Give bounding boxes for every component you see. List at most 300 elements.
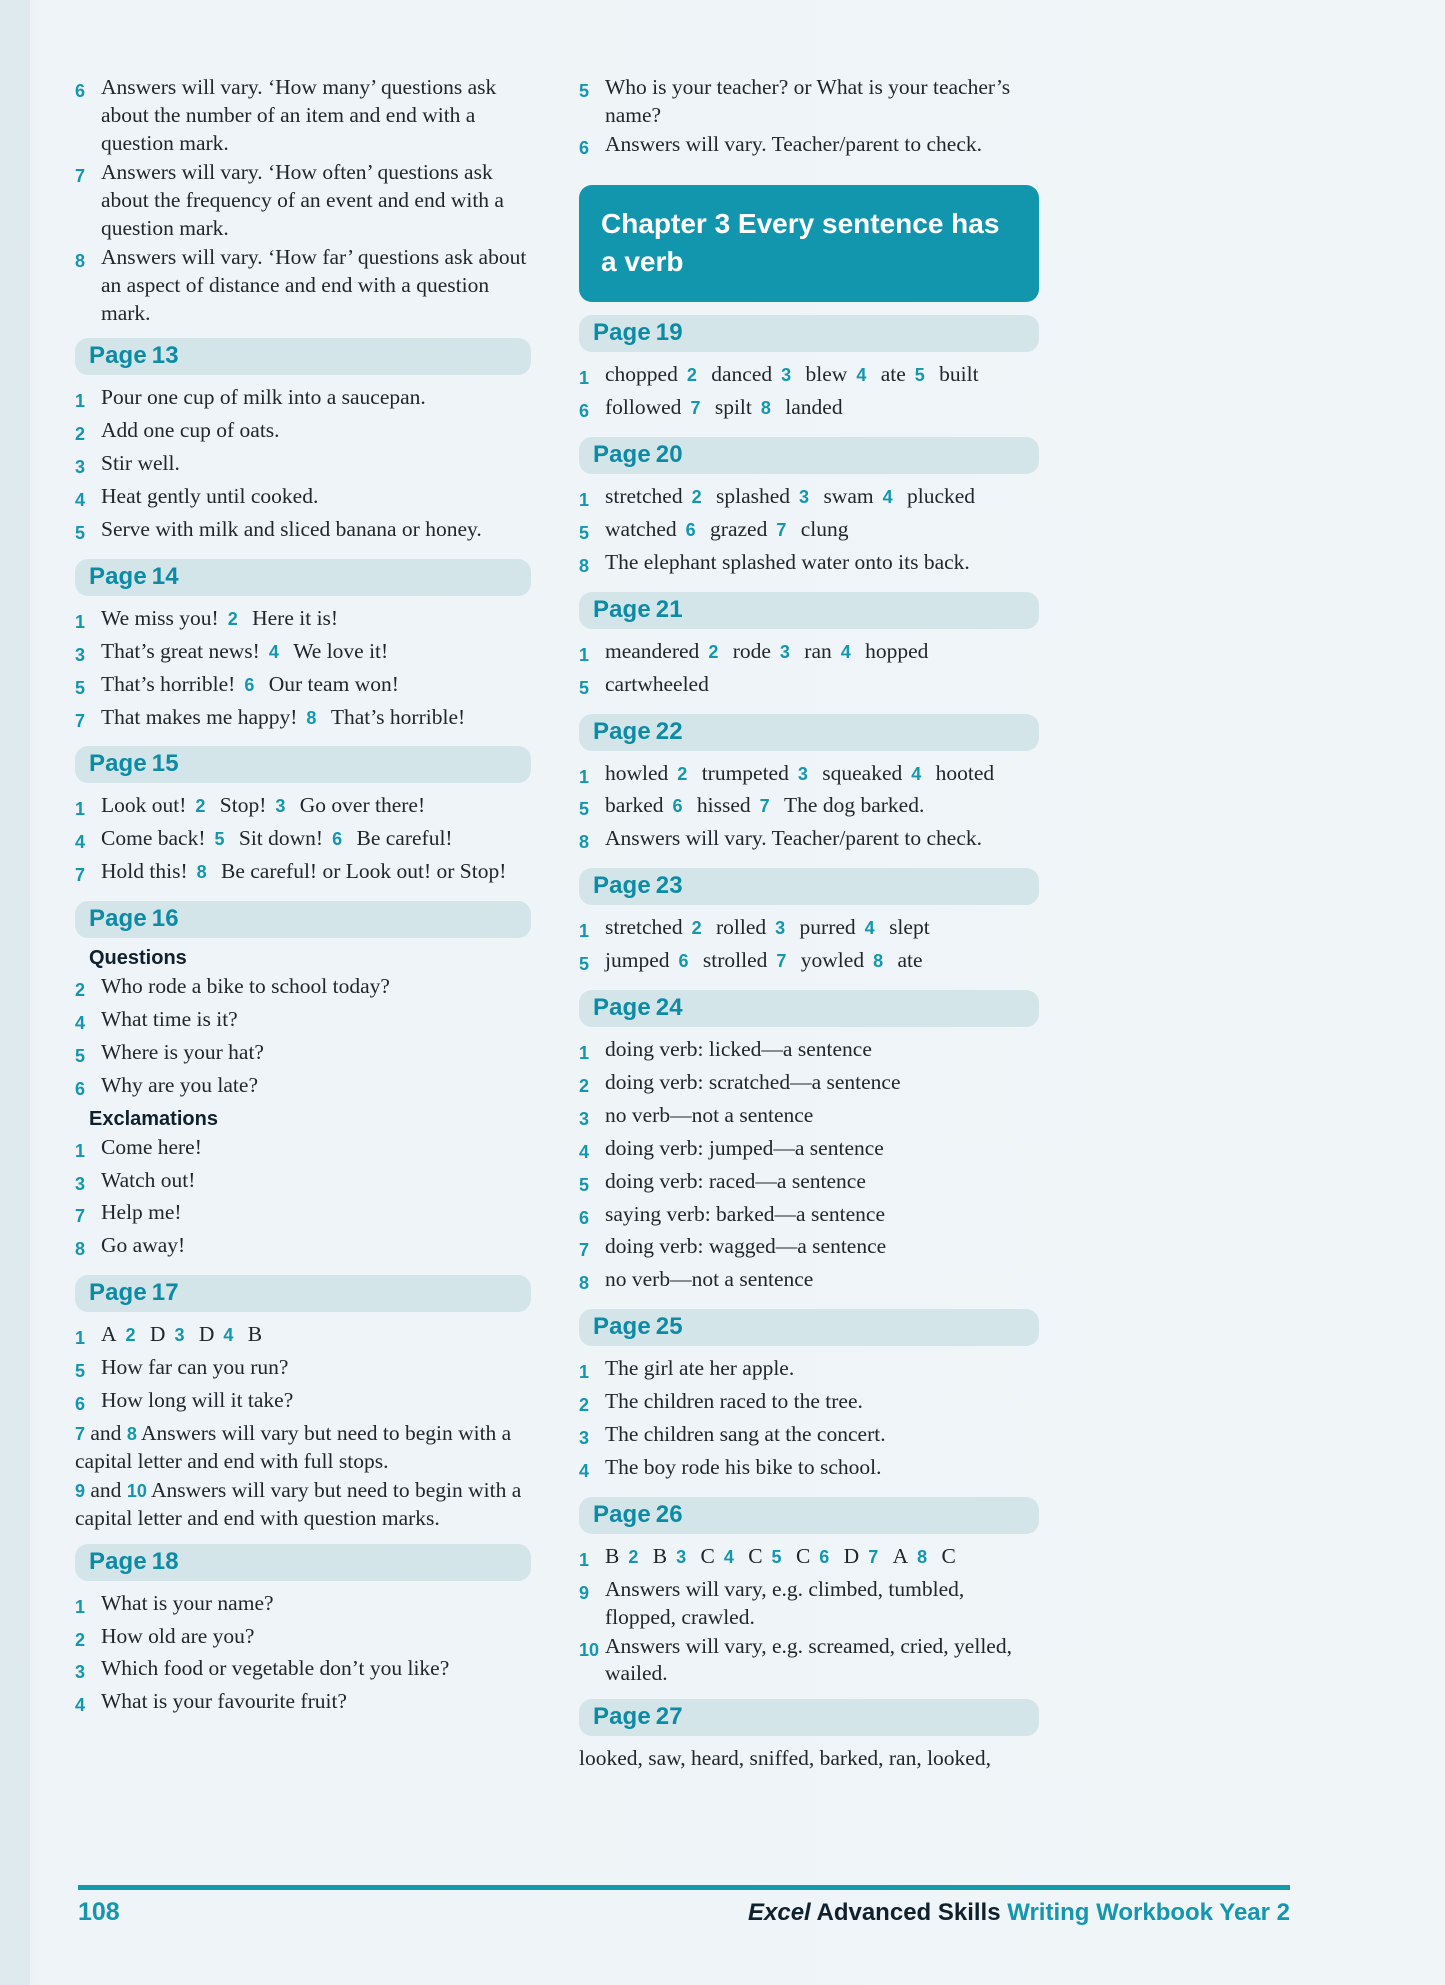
page-heading-number: 17 [151,1279,179,1307]
page-heading-word: Page [593,319,651,347]
right-column [579,74,1039,1774]
answer-number: 5 [579,1174,590,1195]
answer-number: 5 [75,523,86,543]
answer-row [75,1232,531,1264]
answer-number: 1 [75,799,86,820]
answer-row-inline [579,516,1039,548]
answer-number: 1 [75,1596,86,1617]
page-left-edge [0,0,30,1985]
answer-number-inline: 7 [776,951,787,972]
answer-part: Come back! [101,826,206,851]
answer-number-inline: 3 [676,1546,687,1567]
answer-text: Help me! [101,1200,182,1225]
answer-row-inline [579,394,1039,426]
answer-number-inline: 7 [690,398,701,419]
answer-part: rode [732,638,771,663]
answer-row [75,1590,531,1622]
answer-text: Who is your teacher? or What is your teacher’s name? [605,75,1011,127]
answer-row [579,1069,1039,1101]
answer-number: 4 [579,1141,590,1162]
answer-number: 5 [75,677,86,698]
answer-part: Here it is! [252,605,339,630]
answer-row [579,1135,1039,1167]
answer-number-inline: 2 [677,763,688,784]
page-heading-number: 13 [151,342,179,370]
answer-text: doing verb: scratched—a sentence [605,1069,901,1094]
answer-row-inline [75,671,531,703]
page-heading-word: Page [89,905,147,933]
answer-part: hopped [865,638,929,663]
answer-part: slept [889,915,930,940]
answer-part: Hold this! [101,859,188,884]
answer-number: 1 [579,921,590,942]
answer-number: 3 [75,457,86,478]
answer-row [75,1387,531,1419]
answer-row [75,1688,531,1720]
answer-part: chopped [605,362,678,387]
answer-number-inline: 4 [268,641,279,662]
answer-part: ate [897,948,923,973]
answer-row [579,1576,1039,1632]
answer-number-inline: 3 [779,641,790,662]
answer-text [605,914,1039,942]
page-heading [75,1544,531,1581]
left-column [75,74,531,1774]
answer-row-inline [75,638,531,670]
answer-number-inline: 3 [275,796,286,817]
answer-number: 1 [579,490,590,511]
answer-number-inline: 4 [856,365,867,386]
answer-row [579,131,1039,163]
answer-text [101,792,531,820]
answer-part: D [149,1322,166,1347]
answer-number: 10 [579,1639,600,1660]
answer-part: danced [711,362,773,387]
answer-number: 5 [75,1045,86,1066]
answer-text [605,516,1039,544]
answer-part: cartwheeled [605,671,709,696]
answer-text [605,760,1039,788]
answer-part: A [101,1322,117,1347]
answer-number-inline: 2 [686,365,697,386]
answer-number: 2 [75,424,86,445]
answer-number-inline: 7 [776,520,787,541]
answer-part: C [795,1543,811,1568]
answer-text: The children raced to the tree. [605,1389,863,1414]
answer-paragraph [75,1477,531,1533]
answer-text [101,1321,531,1349]
answer-number: 8 [579,555,590,576]
answer-number-inline: 2 [628,1546,639,1567]
page-heading [579,1309,1039,1346]
page-heading-word: Page [593,441,651,469]
book-title [748,1899,1290,1927]
answer-row [75,1199,531,1231]
answer-part: hissed [696,793,751,818]
page-heading [75,901,531,938]
answer-text: Answers will vary. ‘How often’ questions ask about the frequency of an event and end with a question mark. [101,159,504,240]
answer-number: 1 [75,1328,86,1349]
answer-text [605,947,1039,975]
answer-row [75,1134,531,1166]
page-heading-word: Page [89,1279,147,1307]
answer-number-inline: 3 [797,763,808,784]
answer-number: 3 [579,1108,590,1129]
page-heading-number: 24 [655,994,683,1022]
answer-number: 7 [579,1240,590,1261]
answer-part: C [748,1543,763,1568]
answer-number: 6 [579,401,590,422]
answer-row [75,384,531,416]
answer-number: 2 [579,1395,590,1416]
answer-part: Look out! [101,793,187,818]
answer-part: blew [805,362,848,387]
answer-text [605,483,1039,511]
answer-number-inline: 7 [868,1546,879,1567]
answer-text [101,858,531,886]
answer-text [605,638,1039,666]
answer-part: splashed [716,484,791,509]
book-title-mid: Advanced Skills [810,1899,1008,1926]
answer-row [75,973,531,1005]
answer-number-inline: 2 [227,608,238,629]
answer-number: 6 [75,81,86,101]
chapter-banner: Chapter 3 Every sentence has a verb [579,185,1039,303]
answer-number-inline: 8 [306,707,317,728]
answer-number-inline: 4 [911,763,922,784]
answer-row-inline [579,483,1039,515]
two-column-body [75,74,1365,1774]
answer-number: 1 [579,1362,590,1383]
answer-part: That’s horrible! [330,704,466,729]
answer-text: The girl ate her apple. [605,1356,795,1381]
answer-number: 3 [75,1173,86,1194]
answer-text: Answers will vary. Teacher/parent to check. [605,131,982,156]
answer-number: 5 [579,677,590,698]
answer-row [579,825,1039,857]
answer-row [579,1355,1039,1387]
answer-number-inline: 7 [759,796,770,817]
answer-text [605,671,1039,699]
answer-part: D [843,1543,860,1568]
answer-number-inline: 4 [840,641,851,662]
answer-row [579,1102,1039,1134]
answer-text: Go away! [101,1233,186,1258]
answer-text [101,605,531,633]
answer-row [579,1388,1039,1420]
answer-number: 6 [579,137,590,158]
answer-row [75,159,531,243]
answer-number-inline: 8 [917,1546,928,1567]
answer-number-inline: 8 [126,1423,137,1444]
answer-text: no verb—not a sentence [605,1102,814,1127]
answer-number: 1 [75,1140,86,1161]
answer-row [75,450,531,482]
answer-number: 1 [579,1043,590,1064]
answer-text: What time is it? [101,1007,238,1032]
answer-part: yowled [800,948,865,973]
page-heading-number: 19 [655,319,683,347]
page-heading-word: Page [89,562,147,590]
answer-row [579,74,1039,130]
answer-number: 7 [75,865,86,886]
answer-row [579,1266,1039,1298]
answer-number: 8 [579,832,590,853]
answer-text: Answers will vary, e.g. screamed, cried, yelled, wailed. [605,1633,1012,1686]
answer-text: How far can you run? [101,1355,289,1380]
answer-text [605,1543,1039,1571]
page-heading [75,338,531,375]
answer-number: 5 [579,81,590,101]
answer-text: Answers will vary. ‘How many’ questions ask about the number of an item and end with a question mark. [101,75,497,155]
answer-row-inline [579,1543,1039,1575]
answer-number: 4 [579,1460,590,1481]
answer-text: Pour one cup of milk into a saucepan. [101,385,426,410]
answer-row [75,1655,531,1687]
page-heading-number: 14 [151,562,179,590]
answer-number-inline: 2 [691,487,702,508]
page-heading-word: Page [593,994,651,1022]
answer-number: 2 [75,980,86,1001]
answer-number: 5 [75,1361,86,1382]
answer-number-inline: 3 [775,918,786,939]
answer-part: howled [605,760,669,785]
answer-row-inline [75,704,531,736]
answer-part: swam [823,484,874,509]
page-heading [579,714,1039,751]
answer-part: stretched [605,484,683,509]
answer-part: trumpeted [701,760,789,785]
answer-text: Watch out! [101,1167,196,1192]
answer-part: Stop! [219,793,267,818]
answer-text: How long will it take? [101,1388,294,1413]
answer-number: 6 [579,1207,590,1228]
answer-number: 4 [75,1695,86,1716]
answer-part: Sit down! [238,826,324,851]
page-heading-word: Page [593,1500,651,1528]
answer-text: doing verb: jumped—a sentence [605,1135,884,1160]
answer-text [605,394,1039,422]
answer-part: Be careful! or Look out! or Stop! [221,859,507,884]
answer-row-inline [75,825,531,857]
page-heading-word: Page [593,1313,651,1341]
page-heading-number: 18 [151,1547,179,1575]
answer-text: Who rode a bike to school today? [101,974,390,999]
answer-text: Where is your hat? [101,1039,264,1064]
answer-number-inline: 5 [771,1546,782,1567]
answer-part: Go over there! [299,793,426,818]
answer-row [75,1623,531,1655]
answer-row [75,244,531,328]
answer-text: Answers will vary. ‘How far’ questions ask about an aspect of distance and end with a question mark. [101,244,527,325]
answer-row [75,483,531,515]
page-heading [75,1275,531,1312]
book-title-excel: Excel [748,1899,811,1926]
answer-text: Heat gently until cooked. [101,484,319,509]
answer-number-inline: 6 [332,829,343,850]
answer-row-inline [579,671,1039,703]
page-heading-word: Page [593,595,651,623]
answer-text: Why are you late? [101,1072,258,1097]
answer-number: 5 [579,523,590,544]
answer-part: ate [880,362,906,387]
answer-part: barked [605,793,664,818]
answer-text: Answers will vary. Teacher/parent to check. [605,826,982,851]
answer-number: 8 [75,1239,86,1260]
paragraph-joiner: and [85,1420,127,1445]
answer-row [579,1201,1039,1233]
sub-heading-exclamations: Exclamations [89,1107,218,1130]
answer-part: Be careful! [356,826,453,851]
page-heading-number: 27 [655,1703,683,1731]
answer-number: 6 [75,1394,86,1415]
answer-number: 5 [579,954,590,975]
answer-number: 1 [579,1549,590,1570]
answer-part: watched [605,517,677,542]
answer-number-inline: 8 [760,398,771,419]
answer-number: 2 [75,1629,86,1650]
answer-part: We miss you! [101,605,219,630]
answer-number: 4 [75,1013,86,1034]
answer-number-inline: 2 [125,1325,136,1346]
answer-part: built [939,362,979,387]
answer-part: squeaked [822,760,903,785]
sub-heading-questions: Questions [89,947,187,970]
answer-row [75,417,531,449]
page-heading-number: 21 [655,595,683,623]
answer-number-inline: 5 [214,829,225,850]
answer-number-inline: 8 [873,951,884,972]
answer-number: 1 [579,644,590,665]
answer-part: jumped [605,948,670,973]
answer-row [579,549,1039,581]
paragraph-text: Answers will vary but need to begin with a capital letter and end with question marks. [75,1477,522,1530]
answer-number: 2 [579,1075,590,1096]
page-heading-word: Page [89,750,147,778]
answer-number: 7 [75,1206,86,1227]
answer-part: landed [785,395,843,420]
answer-text: What is your favourite fruit? [101,1689,347,1714]
answer-number-inline: 4 [723,1546,734,1567]
answer-row [579,1421,1039,1453]
answer-number-inline: 6 [244,674,255,695]
answer-text: The elephant splashed water onto its back. [605,549,970,574]
answer-row [75,1006,531,1038]
page-heading-word: Page [89,342,147,370]
answer-row [75,74,531,158]
answer-part: stretched [605,915,683,940]
answer-number: 5 [579,799,590,820]
answer-text: The boy rode his bike to school. [605,1454,882,1479]
answer-row-inline [579,361,1039,393]
answer-number-inline: 6 [672,796,683,817]
page-heading-word: Page [593,872,651,900]
page-heading [579,437,1039,474]
answer-text: Serve with milk and sliced banana or honey. [101,517,482,541]
answer-number-inline: 4 [882,487,893,508]
answer-number: 1 [579,766,590,787]
page-footer [78,1898,1290,1927]
answer-text: saying verb: barked—a sentence [605,1201,885,1226]
answer-number-inline: 8 [196,862,207,883]
answer-row [75,1354,531,1386]
answer-number: 1 [75,611,86,632]
answer-row [75,1039,531,1071]
answer-number: 8 [75,250,86,271]
answer-number-inline: 2 [708,641,719,662]
answer-part: A [892,1543,909,1568]
answer-text: Add one cup of oats. [101,418,280,443]
plain-answer-text: looked, saw, heard, sniffed, barked, ran, looked, [579,1746,991,1771]
answer-text: no verb—not a sentence [605,1267,814,1292]
answer-number-inline: 6 [685,520,696,541]
page-heading [579,592,1039,629]
answer-number: 3 [75,1662,86,1683]
answer-part: strolled [702,948,768,973]
answer-number-inline: 7 [75,1423,86,1444]
answer-row [579,1633,1039,1689]
answer-text: Which food or vegetable don’t you like? [101,1656,450,1681]
answer-number-inline: 4 [864,918,875,939]
answer-row-inline [579,947,1039,979]
answer-number-inline: 4 [223,1325,234,1346]
answer-number-inline: 3 [799,487,810,508]
answer-paragraph [75,1420,531,1476]
answer-number: 4 [75,490,86,511]
answer-row [579,1233,1039,1265]
page-heading-number: 23 [655,872,683,900]
answer-row-inline [579,914,1039,946]
answer-part: The dog barked. [784,793,925,818]
answer-row [75,516,531,548]
answer-part: B [652,1543,668,1568]
answer-number-inline: 3 [781,365,792,386]
answer-number: 8 [579,1273,590,1294]
page-heading-word: Page [593,717,651,745]
answer-part: hooted [935,760,995,785]
answer-number: 3 [579,1427,590,1448]
answer-row [579,1168,1039,1200]
answer-number-inline: 2 [195,796,206,817]
page-heading [579,1497,1039,1534]
answer-row-inline [579,638,1039,670]
answer-number: 3 [75,644,86,665]
answer-row [75,1167,531,1199]
answer-row [579,1454,1039,1486]
page-heading [75,559,531,596]
answer-part: We love it! [293,638,389,663]
answer-part: followed [605,395,682,420]
answer-number-inline: 5 [914,365,925,386]
answer-text [101,638,531,666]
answer-text: doing verb: licked—a sentence [605,1037,872,1062]
answer-part: plucked [907,484,976,509]
paragraph-joiner: and [85,1477,127,1502]
answer-part: meandered [605,638,700,663]
page-heading [579,1699,1039,1736]
page-heading [579,315,1039,352]
answer-number: 9 [579,1582,590,1603]
page-heading-word: Page [593,1703,651,1731]
answer-part: spilt [714,395,752,420]
answer-part: B [247,1322,263,1347]
answer-part: D [198,1322,215,1347]
page-heading [579,868,1039,905]
answer-text: What is your name? [101,1590,274,1615]
paragraph-text: Answers will vary but need to begin with a capital letter and end with full stops. [75,1420,512,1473]
page-heading [579,990,1039,1027]
answer-text: How old are you? [101,1623,255,1648]
